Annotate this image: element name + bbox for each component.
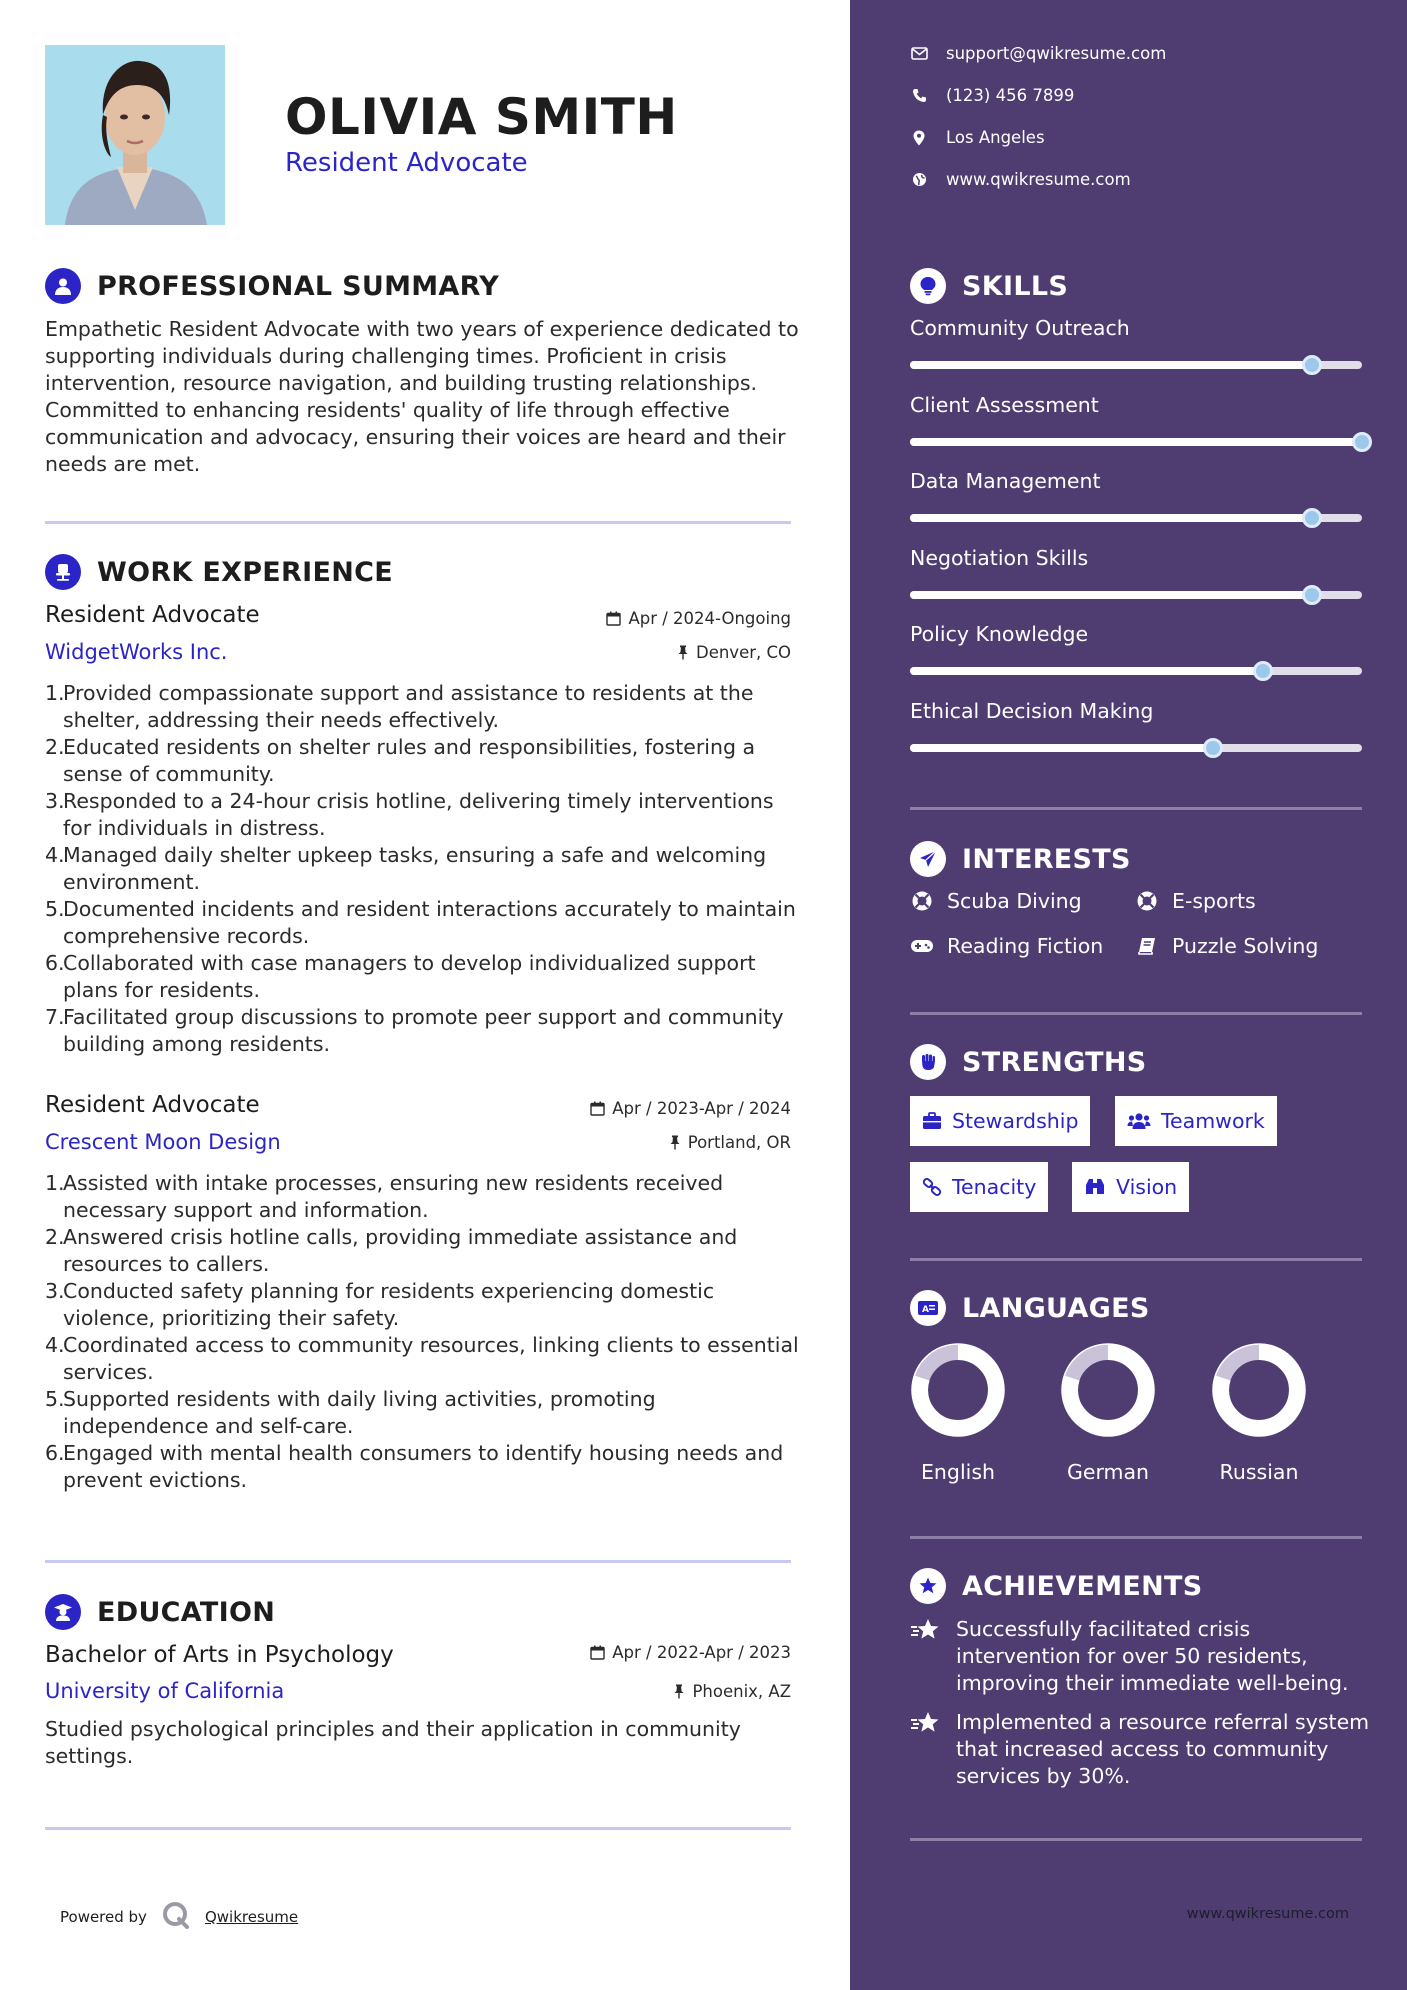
interest-item: Reading Fiction	[910, 934, 1103, 958]
skill-level-bar	[910, 438, 1362, 446]
interest-item: E-sports	[1135, 889, 1256, 913]
users-icon	[1127, 1112, 1151, 1130]
interests-heading	[910, 841, 1131, 877]
skills-title: SKILLS	[962, 270, 1069, 302]
skill-level-knob	[1302, 585, 1322, 605]
skill-name: Client Assessment	[910, 392, 1099, 417]
achievement-item: Implemented a resource referral system that increased access to community services by 30%.	[910, 1709, 1370, 1790]
skill-level-bar	[910, 744, 1362, 752]
office-chair-icon	[45, 554, 81, 590]
svg-text:A: A	[922, 1305, 929, 1315]
binoculars-icon	[1084, 1178, 1106, 1196]
phone-icon	[910, 88, 928, 103]
book-icon	[1135, 936, 1159, 956]
divider	[910, 1536, 1362, 1539]
qwikresume-logo-icon	[161, 1900, 191, 1934]
list-item: 7. Facilitated group discussions to promote peer support and community building among residents.	[45, 1005, 784, 1056]
divider	[45, 1827, 791, 1830]
list-item: 1. Provided compassionate support and assistance to residents at the shelter, addressing their needs effectively.	[45, 681, 754, 732]
skill-name: Data Management	[910, 469, 1101, 493]
skill-level-fill	[910, 591, 1312, 599]
strengths-title: STRENGTHS	[962, 1046, 1147, 1078]
education-dates: Apr / 2022-Apr / 2023	[590, 1643, 791, 1662]
envelope-icon	[910, 47, 928, 60]
language-level-ring	[1060, 1342, 1156, 1438]
list-item: 6. Engaged with mental health consumers to identify housing needs and prevent evictions.	[45, 1441, 784, 1492]
languages-title: LANGUAGES	[962, 1292, 1150, 1324]
interests-title: INTERESTS	[962, 843, 1131, 875]
list-item: 4. Coordinated access to community resources, linking clients to essential services.	[45, 1333, 799, 1384]
divider	[910, 1838, 1362, 1841]
languages-heading	[910, 1290, 1150, 1326]
divider	[910, 807, 1362, 810]
achievement-item: Successfully facilitated crisis intervention for over 50 residents, improving their immediate well-being.	[910, 1616, 1370, 1697]
lifebuoy-icon	[1135, 890, 1159, 912]
language-item	[1209, 1342, 1309, 1484]
skill-level-fill	[910, 744, 1213, 752]
divider	[45, 521, 791, 524]
skill-level-fill	[910, 667, 1263, 675]
candidate-role: Resident Advocate	[285, 148, 528, 178]
summary-heading	[45, 268, 499, 304]
achievements-heading	[910, 1568, 1203, 1604]
experience-title: WORK EXPERIENCE	[97, 556, 393, 588]
list-item: 5. Documented incidents and resident interactions accurately to maintain comprehensive records.	[45, 897, 796, 948]
language-level-ring	[910, 1342, 1006, 1438]
skill-level-knob	[1302, 355, 1322, 375]
list-item: 5. Supported residents with daily living activities, promoting independence and self-care.	[45, 1387, 656, 1438]
skill-level-knob	[1302, 508, 1322, 528]
interest-item: Puzzle Solving	[1135, 934, 1318, 958]
skill-level-bar	[910, 667, 1362, 675]
achievements-title: ACHIEVEMENTS	[962, 1570, 1203, 1602]
location-icon	[910, 130, 928, 146]
powered-by: Powered by Qwikresume	[60, 1900, 298, 1934]
job-dates: Apr / 2024-Ongoing	[606, 609, 791, 628]
job-company: Crescent Moon Design	[45, 1130, 281, 1154]
education-title: EDUCATION	[97, 1596, 276, 1628]
school-name: University of California	[45, 1679, 285, 1703]
list-item: 6. Collaborated with case managers to develop individualized support plans for residents.	[45, 951, 756, 1002]
contact-website[interactable]: www.qwikresume.com	[910, 170, 1131, 189]
skill-level-knob	[1203, 738, 1223, 758]
divider	[45, 1560, 791, 1563]
list-item: 3. Conducted safety planning for residents experiencing domestic violence, prioritizing their safety.	[45, 1279, 715, 1330]
language-name: German	[1066, 1460, 1150, 1484]
job-location: Portland, OR	[669, 1133, 791, 1152]
job-title: Resident Advocate	[45, 602, 260, 628]
link-icon	[922, 1177, 942, 1197]
pin-icon	[673, 1684, 685, 1699]
education-location: Phoenix, AZ	[673, 1682, 791, 1701]
skill-name: Policy Knowledge	[910, 622, 1089, 646]
job-title: Resident Advocate	[45, 1092, 260, 1118]
skill-level-fill	[910, 514, 1312, 522]
education-text: Studied psychological principles and their application in community settings.	[45, 1717, 741, 1768]
language-name: Russian	[1219, 1460, 1299, 1484]
skill-name: Ethical Decision Making	[910, 698, 1154, 723]
calendar-icon	[606, 611, 621, 626]
job-location: Denver, CO	[677, 643, 791, 662]
strength-tag: Vision	[1072, 1162, 1189, 1212]
gamepad-icon	[910, 938, 934, 954]
list-item: 4. Managed daily shelter upkeep tasks, ensuring a safe and welcoming environment.	[45, 843, 767, 894]
language-item	[1058, 1342, 1158, 1484]
lifebuoy-icon	[910, 890, 934, 912]
list-item: 3. Responded to a 24-hour crisis hotline, delivering timely interventions for individuals in distress.	[45, 789, 774, 840]
job-company: WidgetWorks Inc.	[45, 640, 228, 664]
star-icon	[910, 1709, 940, 1790]
language-level-ring	[1211, 1342, 1307, 1438]
skill-level-bar	[910, 591, 1362, 599]
calendar-icon	[590, 1645, 605, 1660]
job-duties-list	[45, 1170, 800, 1494]
candidate-name: OLIVIA SMITH	[285, 88, 678, 146]
degree-title: Bachelor of Arts in Psychology	[45, 1642, 394, 1668]
job-dates: Apr / 2023-Apr / 2024	[590, 1099, 791, 1118]
strength-tag: Teamwork	[1115, 1096, 1277, 1146]
strength-tag: Stewardship	[910, 1096, 1090, 1146]
contact-phone[interactable]: (123) 456 7899	[910, 86, 1074, 105]
skill-name: Negotiation Skills	[910, 545, 1089, 570]
divider	[910, 1258, 1362, 1261]
qwikresume-link[interactable]: Qwikresume	[204, 1908, 299, 1926]
skill-level-bar	[910, 361, 1362, 369]
lightbulb-icon	[910, 268, 946, 304]
contact-email[interactable]: support@qwikresume.com	[910, 44, 1166, 63]
graduate-icon	[45, 1594, 81, 1630]
skill-level-bar	[910, 514, 1362, 522]
language-item	[908, 1342, 1008, 1484]
divider	[910, 1012, 1362, 1015]
sidebar	[850, 0, 1407, 1990]
list-item: 2. Educated residents on shelter rules and responsibilities, fostering a sense of community.	[45, 735, 756, 786]
skill-level-knob	[1253, 661, 1273, 681]
profile-photo	[45, 45, 225, 225]
globe-icon	[910, 172, 928, 187]
calendar-icon	[590, 1101, 605, 1116]
job-duties-list	[45, 680, 800, 1058]
experience-heading	[45, 554, 393, 590]
skill-name: Community Outreach	[910, 316, 1130, 340]
summary-text: Empathetic Resident Advocate with two years of experience dedicated to supporting individuals during challenging times. Proficient in crisis intervention, resource navigation, and building trusting relationships. Committed to enhancing residents' quality of life through effective communication and advocacy, ensuring their voices are heard and their needs are met.	[45, 317, 799, 476]
skill-level-fill	[910, 361, 1312, 369]
pin-icon	[669, 1135, 681, 1150]
user-icon	[45, 268, 81, 304]
strengths-heading	[910, 1044, 1147, 1080]
skills-heading	[910, 268, 1068, 304]
pin-icon	[677, 645, 689, 660]
briefcase-icon	[922, 1112, 942, 1130]
education-heading	[45, 1594, 275, 1630]
interest-item: Scuba Diving	[910, 889, 1082, 913]
list-item: 2. Answered crisis hotline calls, providing immediate assistance and resources to callers.	[45, 1225, 738, 1276]
list-item: 1. Assisted with intake processes, ensuring new residents received necessary support and information.	[45, 1171, 724, 1222]
strength-tag: Tenacity	[910, 1162, 1048, 1212]
skill-level-knob	[1352, 432, 1372, 452]
star-icon	[910, 1616, 940, 1697]
footer-website[interactable]: www.qwikresume.com	[1186, 1906, 1349, 1922]
star-badge-icon	[910, 1568, 946, 1604]
contact-location: Los Angeles	[910, 128, 1045, 147]
summary-title: PROFESSIONAL SUMMARY	[97, 270, 500, 302]
language-name: English	[920, 1460, 996, 1484]
language-icon	[910, 1290, 946, 1326]
skill-level-fill	[910, 438, 1362, 446]
fist-icon	[910, 1044, 946, 1080]
paper-plane-icon	[910, 841, 946, 877]
